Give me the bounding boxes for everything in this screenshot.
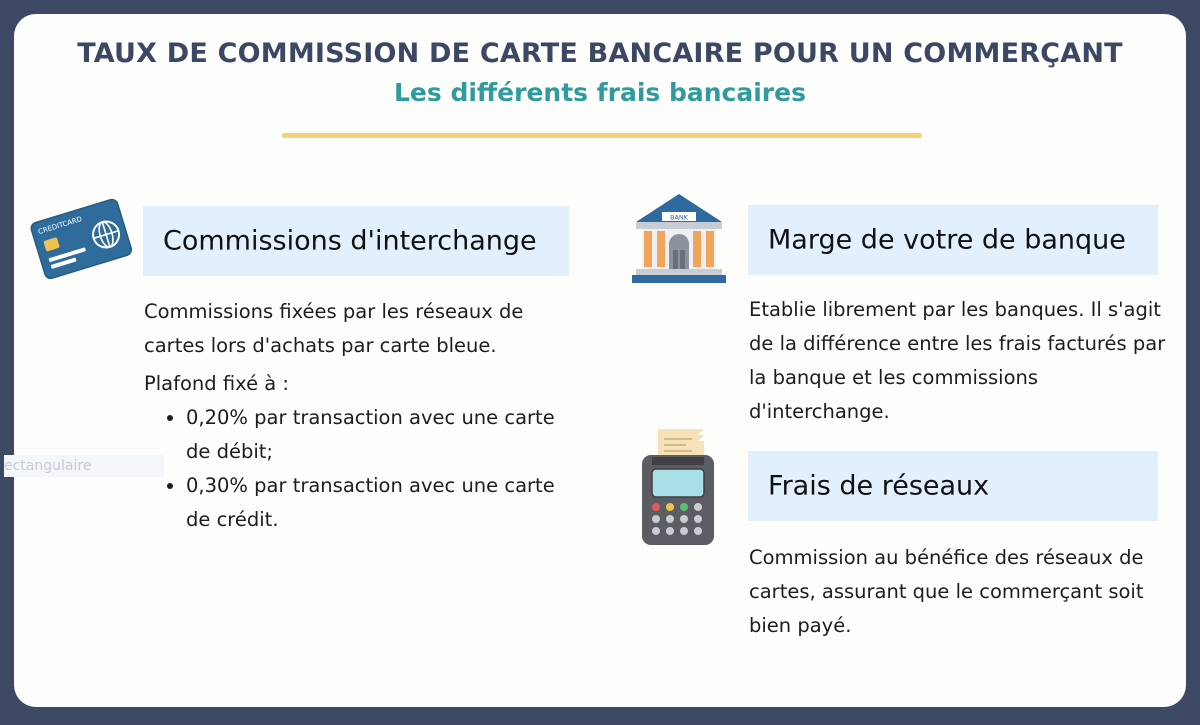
interchange-text: Commissions fixées par les réseaux de cartes lors d'achats par carte bleue. (144, 300, 524, 357)
ghost-shape-label: ectangulaire (4, 455, 164, 477)
heading-interchange-label: Commissions d'interchange (163, 225, 537, 257)
heading-bank-margin-label: Marge de votre de banque (768, 224, 1126, 256)
heading-interchange (143, 206, 569, 276)
network-fees-body (749, 541, 1169, 643)
bullet-debit: • 0,20% par transaction avec une carte de débit; (186, 401, 584, 469)
bank-building-icon (632, 192, 726, 286)
heading-network-fees (748, 451, 1158, 521)
page-subtitle: Les différents frais bancaires (394, 78, 806, 107)
card-label: CREDITCARD (37, 215, 84, 237)
heading-bank-margin (748, 205, 1158, 275)
interchange-intro: Plafond fixé à : (144, 372, 289, 395)
interchange-body (144, 295, 584, 537)
network-fees-text: Commission au bénéfice des réseaux de cartes, assurant que le commerçant soit bien payé. (749, 546, 1144, 637)
page-title: TAUX DE COMMISSION DE CARTE BANCAIRE POUR UN COMMERÇANT (77, 38, 1123, 69)
heading-network-fees-label: Frais de réseaux (768, 470, 990, 502)
payment-terminal-icon (640, 425, 716, 547)
bank-margin-body (749, 293, 1169, 429)
bank-label: BANK (669, 213, 689, 222)
credit-card-icon (28, 192, 134, 284)
bullet-credit: • 0,30% par transaction avec une carte de crédit. (186, 469, 584, 537)
title-divider (282, 133, 922, 138)
interchange-bullets (144, 401, 584, 537)
bank-margin-text: Etablie librement par les banques. Il s'agit de la différence entre les frais facturés par la banque et les commissions d'interchange. (749, 298, 1166, 423)
